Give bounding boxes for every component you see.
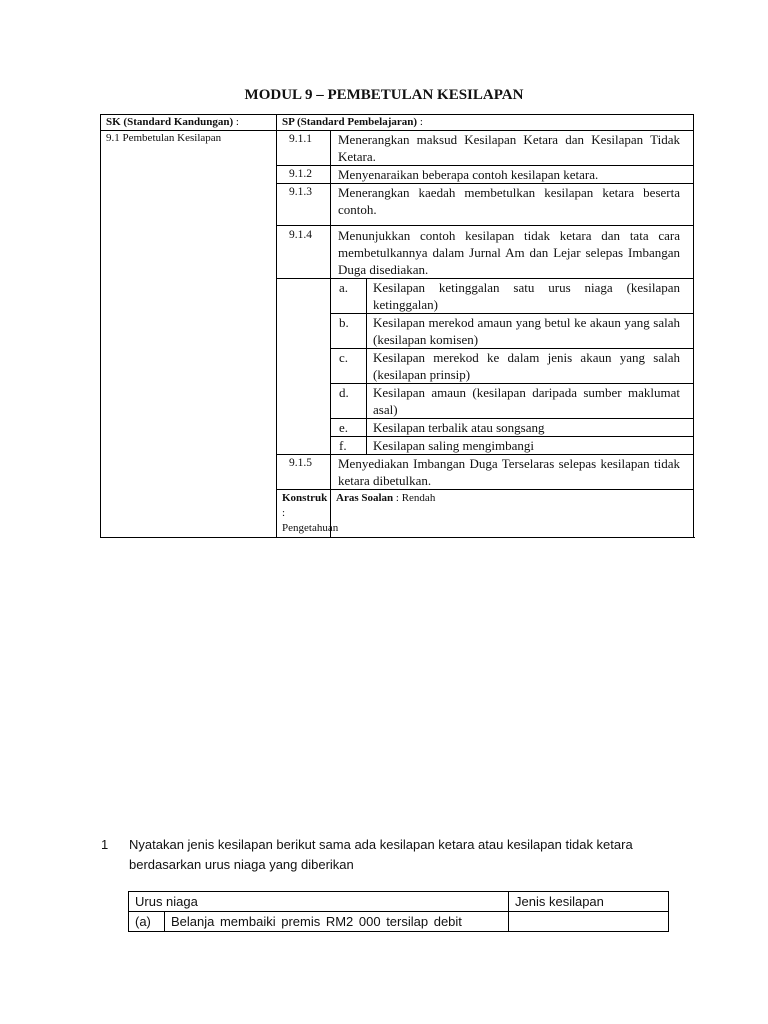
konstruk-label: Konstruk [282, 492, 328, 504]
answer-header-jenis: Jenis kesilapan [509, 892, 669, 912]
aras-label: Aras Soalan [336, 492, 394, 504]
sp-text: Menerangkan maksud Kesilapan Ketara dan Kesilapan Tidak Ketara. [331, 131, 694, 166]
sub-letter: f. [331, 437, 367, 455]
sub-text: Kesilapan saling mengimbangi [367, 437, 694, 455]
sp-text: Menerangkan kaedah membetulkan kesilapan ketara beserta contoh. [331, 184, 694, 226]
question-text: Nyatakan jenis kesilapan berikut sama ada kesilapan ketara atau kesilapan tidak ketara berdasarkan urus niaga yang diberikan [129, 837, 633, 872]
sp-code-blank [277, 279, 331, 455]
standards-table [100, 114, 694, 538]
page-title: MODUL 9 – PEMBETULAN KESILAPAN [244, 87, 524, 103]
sub-letter: a. [331, 279, 367, 314]
answer-row-label: (a) [129, 912, 165, 932]
konstruk-value: : Pengetahuan [282, 507, 339, 534]
sub-text: Kesilapan terbalik atau songsang [367, 419, 694, 437]
sp-code: 9.1.2 [277, 166, 331, 184]
sk-header: SK (Standard Kandungan) [106, 116, 234, 128]
answer-table [128, 891, 669, 932]
sp-header-suffix: : [417, 116, 423, 128]
sp-code: 9.1.3 [277, 184, 331, 226]
sub-letter: b. [331, 314, 367, 349]
sub-text: Kesilapan ketinggalan satu urus niaga (kesilapan ketinggalan) [367, 279, 694, 314]
aras-value: : Rendah [393, 492, 436, 504]
sub-letter: e. [331, 419, 367, 437]
sp-code: 9.1.5 [277, 455, 331, 490]
sp-code: 9.1.1 [277, 131, 331, 166]
sp-code: 9.1.4 [277, 226, 331, 279]
answer-row-text: Belanja membaiki premis RM2 000 tersilap debit [165, 912, 509, 932]
sub-text: Kesilapan merekod amaun yang betul ke akaun yang salah (kesilapan komisen) [367, 314, 694, 349]
sk-header-suffix: : [233, 116, 239, 128]
sp-text: Menyediakan Imbangan Duga Terselaras selepas kesilapan tidak ketara dibetulkan. [331, 455, 694, 490]
question-number: 1 [101, 837, 109, 852]
sub-letter: d. [331, 384, 367, 419]
answer-input-cell[interactable] [509, 912, 669, 932]
sp-text: Menyenaraikan beberapa contoh kesilapan ketara. [331, 166, 694, 184]
sp-header-cell [277, 115, 694, 131]
sk-item: 9.1 Pembetulan Kesilapan [101, 131, 277, 538]
konstruk-cell [277, 490, 339, 538]
aras-cell [331, 490, 694, 538]
sp-text: Menunjukkan contoh kesilapan tidak ketara dan tata cara membetulkannya dalam Jurnal Am dan Lejar selepas Imbangan Duga disediakan. [331, 226, 694, 279]
sub-text: Kesilapan amaun (kesilapan daripada sumber maklumat asal) [367, 384, 694, 419]
sk-header-cell [101, 115, 277, 131]
sp-header: SP (Standard Pembelajaran) [282, 116, 418, 128]
answer-header-urus-niaga: Urus niaga [129, 892, 509, 912]
sub-letter: c. [331, 349, 367, 384]
sub-text: Kesilapan merekod ke dalam jenis akaun yang salah (kesilapan prinsip) [367, 349, 694, 384]
